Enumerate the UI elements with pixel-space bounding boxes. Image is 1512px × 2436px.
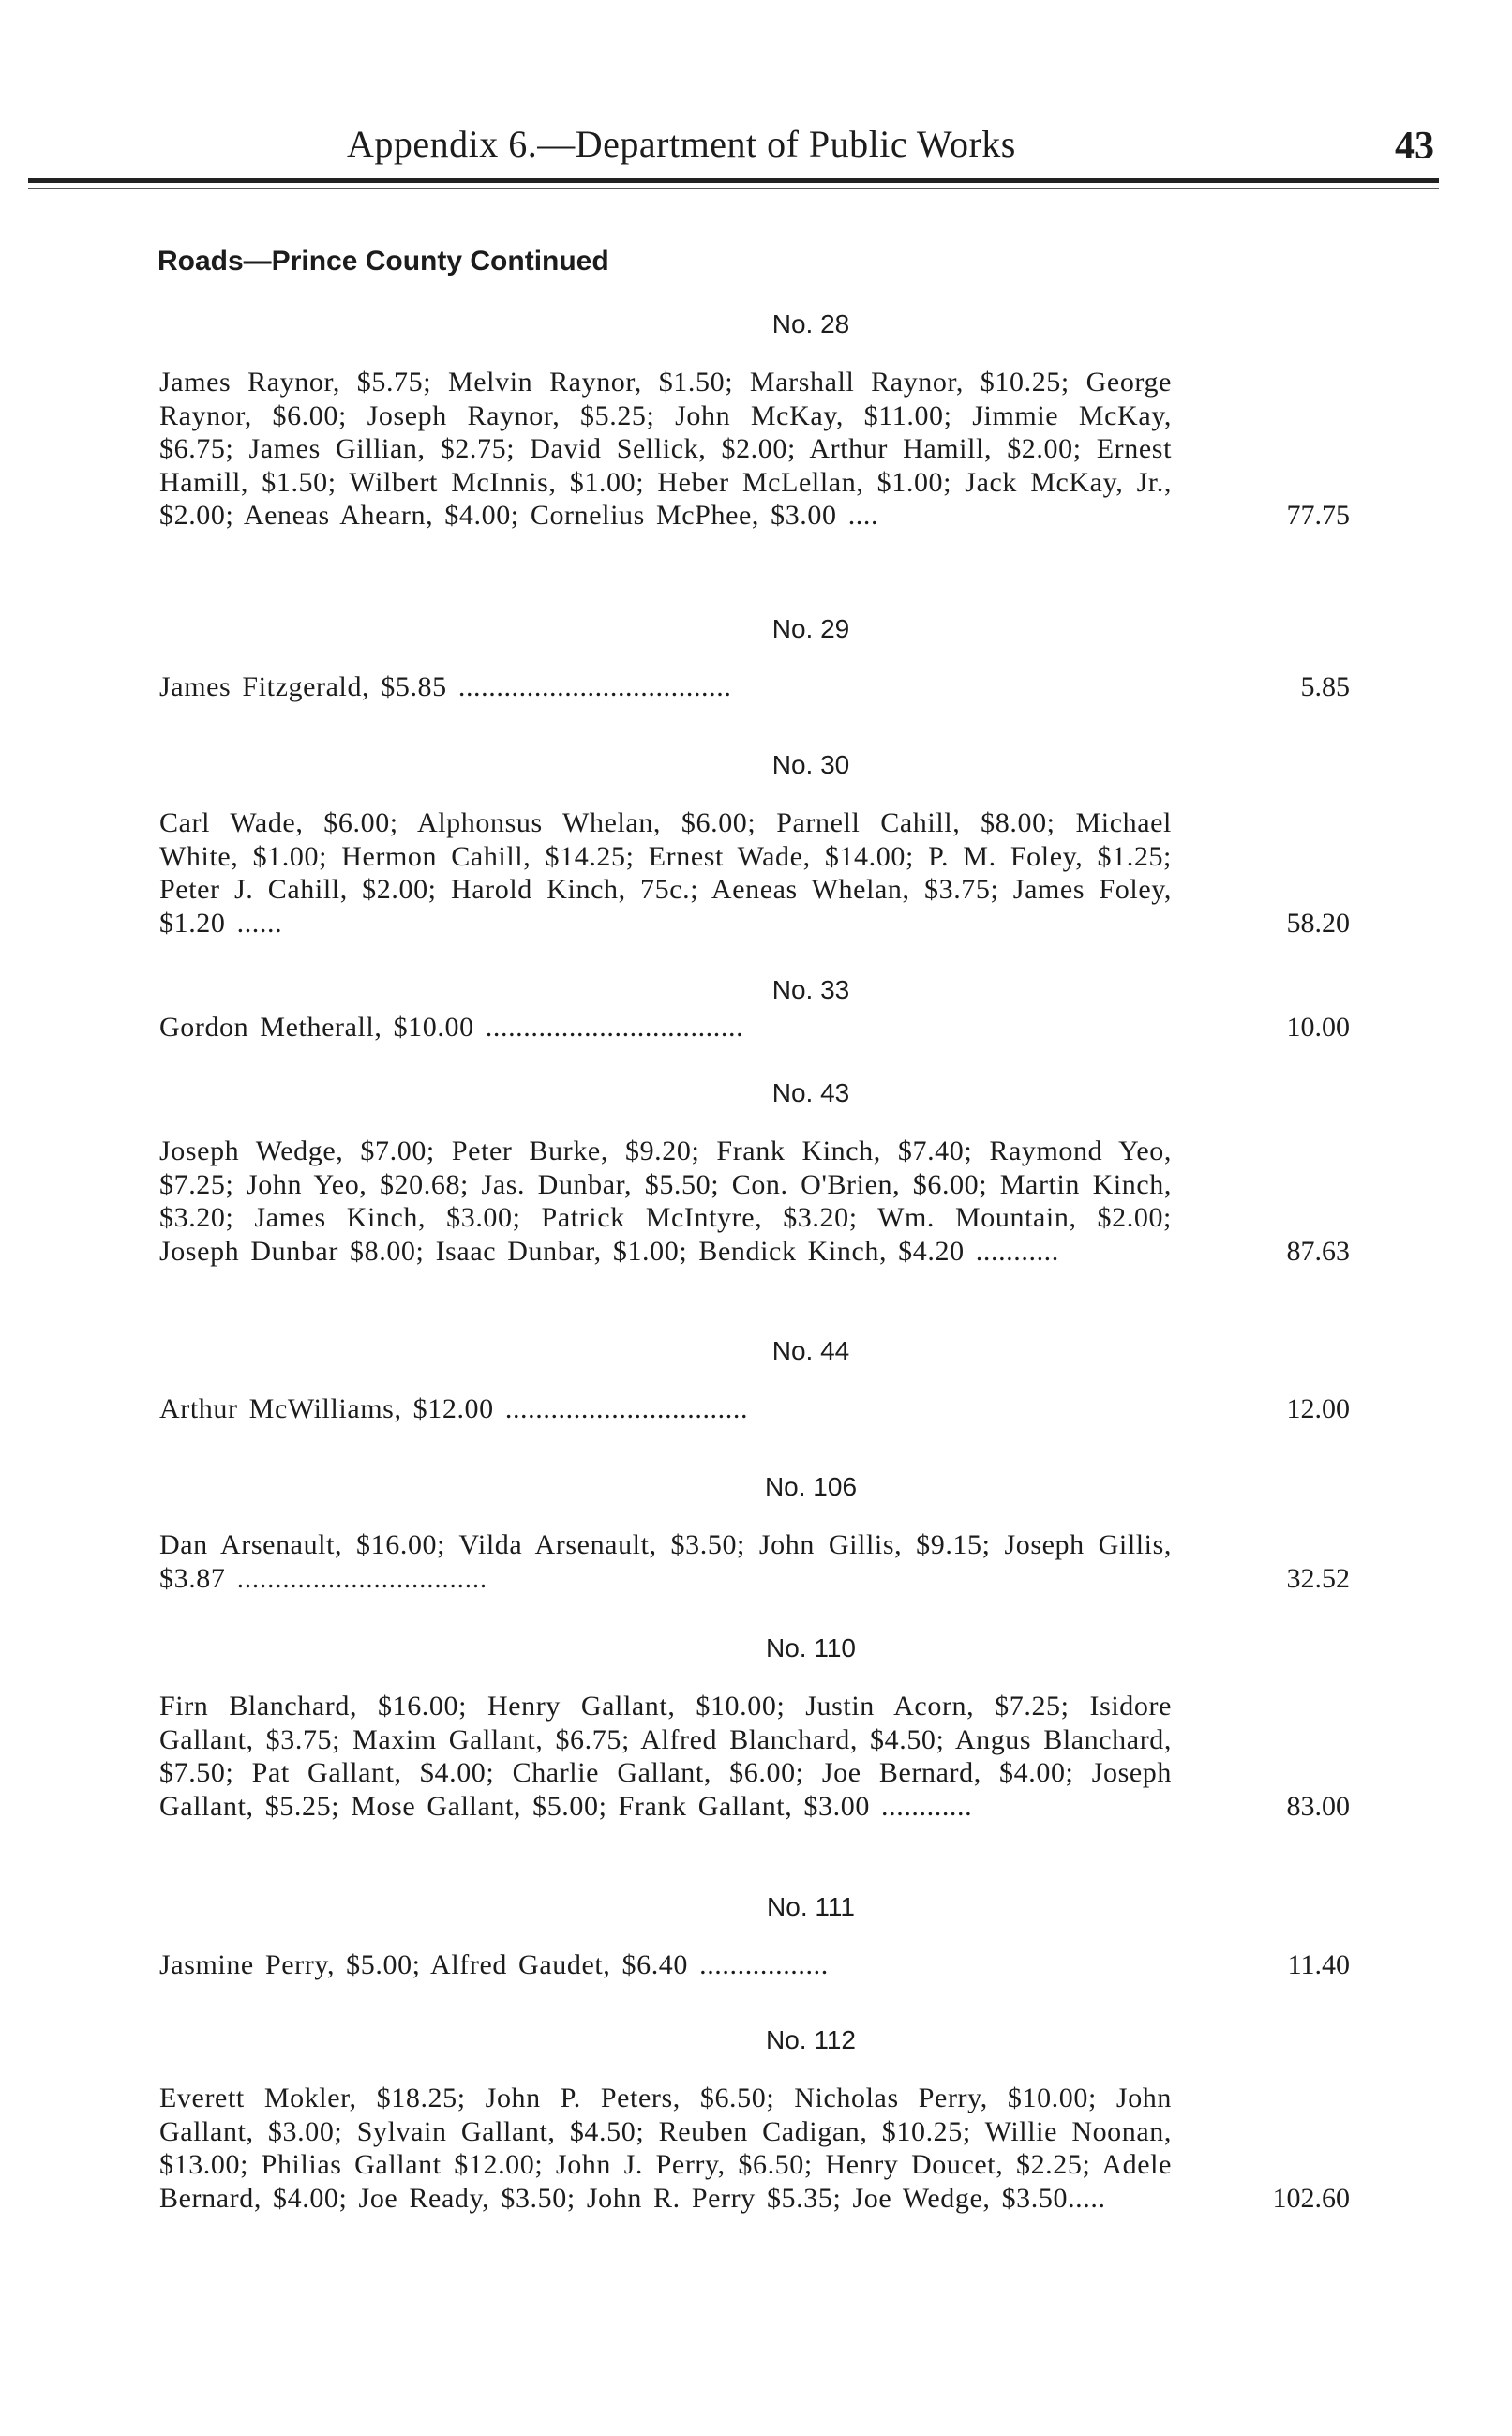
page-number: 43 <box>1395 125 1434 168</box>
header-rule-thin <box>28 188 1439 189</box>
entry-text: Everett Mokler, $18.25; John P. Peters, $6.50; Nicholas Perry, $10.00; John Gallant, $3.00; Sylvain Gallant, $4.50; Reuben Cadigan, $10.25; Willie Noonan, $13.00; Philias Gallant $12.00; John J. Perry, $6.50; Henry Doucet, $2.25; Adele Bernard, $4.00; Joe Ready, $3.50; John R. Perry $5.35; Joe Wedge, $3.50..... <box>159 2083 1172 2214</box>
entry-block-44 <box>159 1336 1350 1426</box>
entry-row <box>159 2082 1350 2215</box>
entry-text: Firn Blanchard, $16.00; Henry Gallant, $10.00; Justin Acorn, $7.25; Isidore Gallant, $3.75; Maxim Gallant, $6.75; Alfred Blanchard, $4.50; Angus Blanchard, $7.50; Pat Gallant, $4.00; Charlie Gallant, $6.00; Joe Bernard, $4.00; Joseph Gallant, $5.25; Mose Gallant, $5.00; Frank Gallant, $3.00 ............ <box>159 1691 1172 1822</box>
entry-text: Jasmine Perry, $5.00; Alfred Gaudet, $6.40 ................. <box>159 1949 829 1980</box>
entry-text: Joseph Wedge, $7.00; Peter Burke, $9.20; Frank Kinch, $7.40; Raymond Yeo, $7.25; John Yeo, $20.68; Jas. Dunbar, $5.50; Con. O'Brien, $6.00; Martin Kinch, $3.20; James Kinch, $3.00; Patrick McIntyre, $3.20; Wm. Mountain, $2.00; Joseph Dunbar $8.00; Isaac Dunbar, $1.00; Bendick Kinch, $4.20 ........... <box>159 1135 1172 1267</box>
entry-row <box>159 1011 1350 1045</box>
entry-row <box>159 1948 1350 1982</box>
entry-text: Gordon Metherall, $10.00 .................................. <box>159 1012 744 1043</box>
entry-row <box>159 1690 1350 1823</box>
entry-row <box>159 366 1350 533</box>
entry-total: 77.75 <box>1286 500 1350 531</box>
entry-total: 83.00 <box>1286 1790 1350 1822</box>
entry-title: No. 29 <box>771 614 850 643</box>
entry-total: 10.00 <box>1286 1012 1350 1043</box>
entry-text: James Raynor, $5.75; Melvin Raynor, $1.50; Marshall Raynor, $10.25; George Raynor, $6.00; Joseph Raynor, $5.25; John McKay, $11.00; Jimmie McKay, $6.75; James Gillian, $2.75; David Sellick, $2.00; Arthur Hamill, $2.00; Ernest Hamill, $1.50; Wilbert McInnis, $1.00; Heber McLellan, $1.00; Jack McKay, Jr., $2.00; Aeneas Ahearn, $4.00; Cornelius McPhee, $3.00 .... <box>159 367 1172 531</box>
entry-total: 11.40 <box>1287 1949 1350 1980</box>
entry-title: No. 43 <box>771 1078 850 1107</box>
entry-block-111 <box>159 1892 1350 1982</box>
entry-block-30 <box>159 750 1350 940</box>
entry-title: No. 110 <box>766 1633 856 1662</box>
entry-total: 58.20 <box>1286 907 1350 939</box>
entry-title: No. 44 <box>771 1336 850 1365</box>
entry-text: James Fitzgerald, $5.85 .................................... <box>159 671 732 702</box>
entry-block-33 <box>159 975 1350 1045</box>
entry-total: 12.00 <box>1286 1393 1350 1424</box>
page-header <box>337 111 1434 176</box>
entry-block-112 <box>159 2025 1350 2215</box>
entry-title: No. 33 <box>771 975 850 1004</box>
entry-total: 87.63 <box>1286 1235 1350 1267</box>
entry-block-29 <box>159 614 1350 704</box>
entry-block-106 <box>159 1472 1350 1595</box>
entry-row <box>159 670 1350 704</box>
entry-title: No. 28 <box>771 309 850 338</box>
entry-title: No. 30 <box>771 750 850 779</box>
entry-title: No. 112 <box>766 2025 856 2054</box>
entry-total: 102.60 <box>1272 2182 1350 2214</box>
entry-block-43 <box>159 1078 1350 1268</box>
entry-total: 32.52 <box>1286 1562 1350 1594</box>
entry-text: Carl Wade, $6.00; Alphonsus Whelan, $6.00; Parnell Cahill, $8.00; Michael White, $1.00; Hermon Cahill, $14.25; Ernest Wade, $14.00; P. M. Foley, $1.25; Peter J. Cahill, $2.00; Harold Kinch, 75c.; Aeneas Whelan, $3.75; James Foley, $1.20 ...... <box>159 807 1172 939</box>
entry-block-28 <box>159 309 1350 533</box>
entry-block-110 <box>159 1633 1350 1823</box>
entry-text: Arthur McWilliams, $12.00 ................................ <box>159 1393 749 1424</box>
entry-title: No. 106 <box>764 1472 858 1501</box>
header-title: Appendix 6.—Department of Public Works <box>347 123 1016 165</box>
entry-row <box>159 806 1350 940</box>
entry-text: Dan Arsenault, $16.00; Vilda Arsenault, $3.50; John Gillis, $9.15; Joseph Gillis, $3.87 ................................. <box>159 1529 1172 1594</box>
header-rule <box>28 178 1439 183</box>
section-heading: Roads—Prince County Continued <box>157 246 609 277</box>
entry-total: 5.85 <box>1300 671 1350 702</box>
entry-row <box>159 1135 1350 1268</box>
entry-title: No. 111 <box>767 1892 855 1921</box>
entry-row <box>159 1528 1350 1595</box>
entry-row <box>159 1392 1350 1426</box>
